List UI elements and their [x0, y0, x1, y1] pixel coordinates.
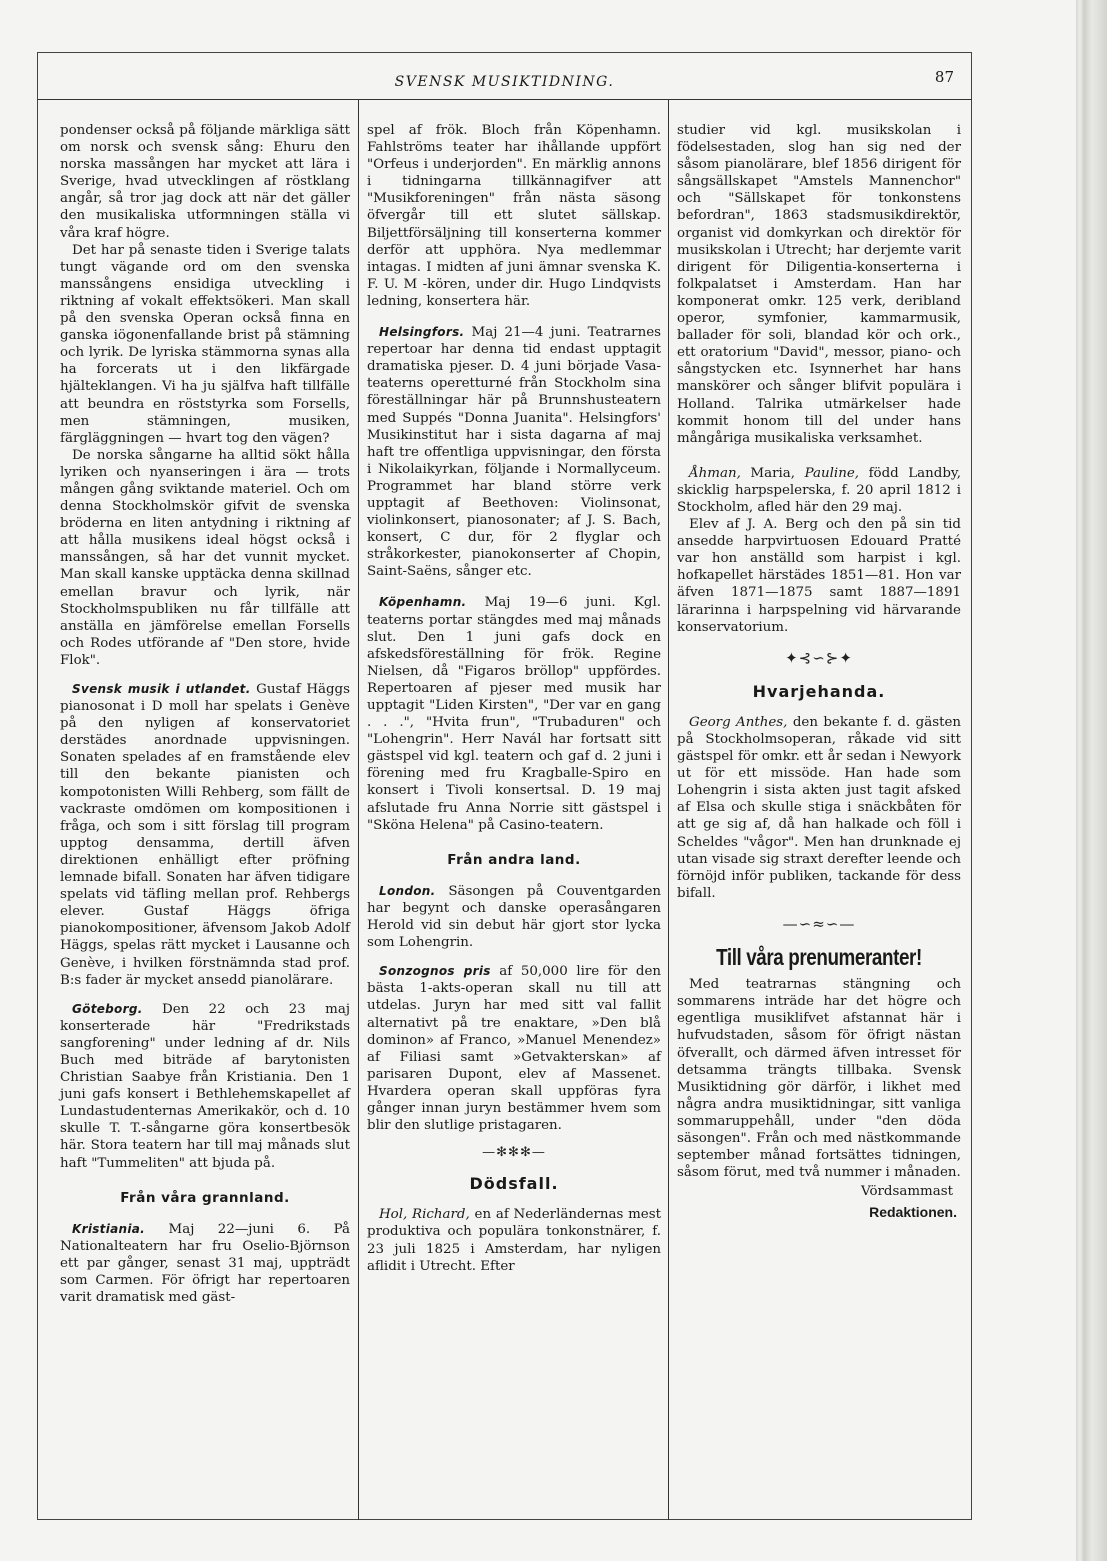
- paragraph: spel af frök. Bloch från Köpenhamn. Fahlströms teater har ihållande uppfört "Orfeus i underjorden". En märklig annons i tidningarna tillkännagifver att "Musikforeningen" från nästa säsong öfvergår till ett slutet sällskap. Biljettförsäljning till konserterna kommer derför att upphöra. Nya medlemmar intagas. I midten af juni ämnar svenska K. F. U. M -kören, under dir. Hugo Lindqvists ledning, konsertera här.: [367, 123, 661, 309]
- news-item-text: den bekante f. d. gästen på Stockholmsoperan, råkade vid sitt gästspel för omkr. ett år sedan i Newyork ut för ett missöde. Han hade som Lohengrin i sista akten just tagit afsked af Elsa och skulle stiga i snäckbåten för att ge sig af, då han halkade och föll i Scheldes "vågor". Men han drunknade ej utan visade sig straxt derefter leende och förnöjd inför publiken, tackande för dess bifall.: [677, 714, 961, 901]
- paragraph: De norska sångarne ha alltid sökt hålla lyriken och nyanseringen i ära — trots mången gång sviktande materiel. Och om denna Stockholmskör gifvit de svenska bröderna en liten antydning i riktning af att hålla musikens ideal högst också i manssången, så har det vunnit mycket. Man skall kanske upptäcka denna skillnad emellan bravur och lyrik, när Stockholmspubliken nu får tillfälle att anställa en jämförelse emellan Forsells och Rodes utförande af "Den store, hvide Flok".: [60, 447, 350, 668]
- news-item-text: Maj 21—4 juni. Teatrarnes repertoar har denna tid endast upptagit dramatiska pjeser. D. 4 juni började Vasa-teaterns operetturné från Stockholm sina föreställningar här på Brunnshusteatern med Suppés "Donna Juanita". Helsingfors' Musikinstitut har i sista dagarna af maj haft tre offentliga uppvisningar, den första i Nikolaikyrkan, följande i Normallyceum. Programmet har bland större verk upptagit af Beethoven: Violinsonat, violinkonsert, pianosonater; af J. S. Bach, konsert, C dur, för 2 flyglar och stråkorkester, pianokonserter af Chopin, Saint-Saëns, sånger etc.: [367, 325, 661, 580]
- news-item-title: Kristiania.: [72, 1221, 146, 1236]
- ornament-divider: —✻✻✻—: [482, 1145, 546, 1161]
- section-heading: Från andra land.: [447, 851, 581, 868]
- journal-title: SVENSK MUSIKTIDNING.: [394, 74, 615, 90]
- obituary-text: en af Nederländernas mest produktiva och populära tonkonstnärer, f. 23 juli 1825 i Amsterdam, har nyligen aflidit i Utrecht. Efter: [367, 1207, 661, 1274]
- column-rule: [668, 100, 669, 1520]
- news-item-title: Sonzognos pris: [379, 964, 491, 979]
- column-1: [60, 122, 350, 1306]
- news-item: [60, 1001, 350, 1172]
- obituary: [677, 465, 961, 516]
- news-item-text: Den 22 och 23 maj konserterade här "Fredrikstads sangforening" under ledning af dr. Nils Buch med biträde af barytonisten Christian Saabye från Kristiania. Den 1 juni gafs konsert i Bethlehemskapellet af Lundastudenternas Amerikakör, och d. 10 skulle T. T.-sångarne göra konsertbesök här. Stora teatern har till maj månads slut haft "Tummeliten" att bjuda på.: [60, 1001, 350, 1171]
- notice-heading: Till våra prenumeranter!: [716, 944, 922, 971]
- obituary-text: Maria,: [740, 465, 805, 481]
- page-edge: [1076, 0, 1107, 1561]
- section-heading-misc: Hvarjehanda.: [752, 681, 886, 701]
- signature: Redaktionen.: [869, 1204, 957, 1221]
- header-rule: [37, 99, 972, 100]
- running-head: [37, 68, 972, 98]
- column-rule: [358, 100, 359, 1520]
- section-heading-deaths: Dödsfall.: [469, 1174, 559, 1194]
- news-item-text: Maj 22—juni 6. På Nationalteatern har fru Oselio-Björnson ett par gånger, senast 31 maj, uppträdt som Carmen. För öfrigt har repertoaren varit dramatisk med gäst-: [60, 1221, 350, 1306]
- news-item-text: Maj 19—6 juni. Kgl. teaterns portar stängdes med maj månads slut. Den 1 juni gafs dock en afskedsföreställning för frök. Regine Nielsen, då "Figaros bröllop" uppfördes. Repertoaren af pjeser med musik har upptagit "Liden Kirsten", "Der var en gang . . .", "Hvita frun", "Trubaduren" och "Lohengrin". Herr Navál har fortsatt sitt gästspel vid kgl. teatern och gaf d. 2 juni i förening med fru Kragballe-Spiro en konsert i Tivoli konsertsal. D. 19 maj afslutade fru Anna Norrie sitt gästspel i "Sköna Helena" på Casino-teatern.: [367, 595, 661, 833]
- news-item-title: London.: [379, 883, 436, 898]
- news-item-title: Köpenhamn.: [379, 595, 467, 610]
- news-item: [367, 963, 661, 1134]
- paragraph: pondenser också på följande märkliga sätt om norsk och svensk sång: Ehuru den norska massången har mycket att lära i Sverige, hvad utvecklingen af röstklang angår, så tror jag dock att när det gäller den musikaliska utformningen ställa vi våra kraf högre.: [60, 123, 350, 241]
- column-2: [367, 122, 661, 1275]
- news-item: [367, 324, 661, 580]
- news-item: [60, 1221, 350, 1306]
- news-item-title: Helsingfors.: [379, 325, 465, 340]
- section-heading: Från våra grannland.: [120, 1189, 290, 1206]
- news-item-text: Gustaf Häggs pianosonat i D moll har spelats i Genève på den nyligen af konservatoriet derstädes anordnade uppvisningen. Sonaten spelades af en framstående elev till den bekante pianisten och kompotonisten Willi Rehberg, som fällt de vackraste omdömen om kompositionen i fråga, och som i sitt förslag till program upptog densamma, dertill äfven direktionen enhälligt efter pröfning lemnade bifall. Sonaten har äfven tidigare spelats vid täfling mellan prof. Rehbergs elever. Gustaf Häggs öfriga pianokompositioner, äfvensom Jakob Adolf Häggs, spelas rätt mycket i Lausanne och Genève, i hvilken förstnämnda stad prof. B:s fader är mycket ansedd pianolärare.: [60, 682, 350, 988]
- ornament-divider: ✦⊰∽⊱✦: [785, 648, 853, 667]
- obituary-name: Hol, Richard,: [379, 1207, 470, 1223]
- news-item: [367, 883, 661, 951]
- paragraph: Det har på senaste tiden i Sverige talats tungt vägande ord om den svenska manssångens ensidiga utveckling i riktning af vokalt effektsökeri. Man skall på den svenska Operan också finna en ganska iögonenfallande brist på stämning och lyrik. De lyriska stämmorna synas alla ha forcerats ut i den likfärgade hjälteklangen. Vi ha ju själfva haft tillfälle att beundra en röststyrka som Forsells, men stämningen, musiken, färgläggningen — hvart tog den vägen?: [60, 242, 350, 446]
- news-item-title: Svensk musik i utlandet.: [72, 682, 251, 696]
- notice-text: Med teatrarnas stängning och sommarens inträde har det högre och egentliga musiklifvet afstannat här i hufvudstaden, såsom för öfrigt nästan öfverallt, och därmed äfven intresset för detsamma trängts tillbaka. Svensk Musiktidning gör därför, i likhet med några andra musiktidningar, sitt vanliga sommaruppehåll, under "den döda säsongen". Från och med nästkommande september månad fortsättes tidningen, såsom förut, med två nummer i månaden.: [677, 977, 961, 1181]
- page-number: 87: [934, 68, 954, 86]
- paragraph: Elev af J. A. Berg och den på sin tid ansedde harpvirtuosen Edouard Pratté var hon anställd som harpist i kgl. hofkapellet härstädes 1851—81. Hon var äfven 1871—1875 samt 1887—1891 lärarinna i harpspelning vid härvarande konservatorium.: [677, 517, 961, 635]
- column-3: [677, 122, 961, 1221]
- news-item-name: Georg Anthes,: [689, 714, 788, 730]
- obituary-name: Åhman,: [689, 465, 741, 481]
- obituary-text: född Landby, skicklig harpspelerska, f. 20 april 1812 i Stockholm, afled här den 29 maj.: [677, 465, 961, 515]
- obituary-name: Pauline,: [804, 465, 859, 481]
- news-item: [367, 594, 661, 833]
- news-item: [677, 714, 961, 902]
- news-item-text: Säsongen på Couventgarden har begynt och danske operasångaren Herold vid sin debut här gjort stor lycka som Lohengrin.: [367, 883, 661, 951]
- news-item-title: Göteborg.: [72, 1001, 143, 1016]
- obituary: [367, 1206, 661, 1274]
- paragraph: studier vid kgl. musikskolan i födelsestaden, slog han sig ned der såsom pianolärare, blef 1856 dirigent för sångsällskapet "Amstels Mannenchor" och "Sällskapet för tonkonstens befordran", 1863 stadsmusikdirektör, organist vid domkyrkan och direktör för musikskolan i Utrecht; har derjemte varit dirigent för Diligentia-konserterna i folkpalatset i Amsterdam. Han har komponerat omkr. 125 verk, deribland operor, symfonier, kammarmusik, ballader för soli, blandad kör och ork., ett oratorium "David", messor, piano- och sångstycken etc. Isynnerhet har hans manskörer och sånger blifvit populära i Holland. Talrika utmärkelser hade kommit honom till del under hans mångåriga musikaliska verksamhet.: [677, 123, 961, 446]
- news-item-text: af 50,000 lire för den bästa 1-akts-operan skall nu till att utdelas. Juryn har med sitt val fallit alternativt på tre enaktare, »Den blå dominon» af Franco, »Manuel Menendez» af Filiasi samt »Getvakterskan» af parisaren Dupont, elev af Massenet. Hvardera operan skall uppföras fyra gånger innan juryn bestämmer hvem som blir den slutlige pristagaren.: [367, 964, 661, 1134]
- signoff: Vördsammast: [861, 1184, 953, 1200]
- news-item: [60, 681, 350, 989]
- ornament-divider: —∽≈∽—: [782, 914, 856, 933]
